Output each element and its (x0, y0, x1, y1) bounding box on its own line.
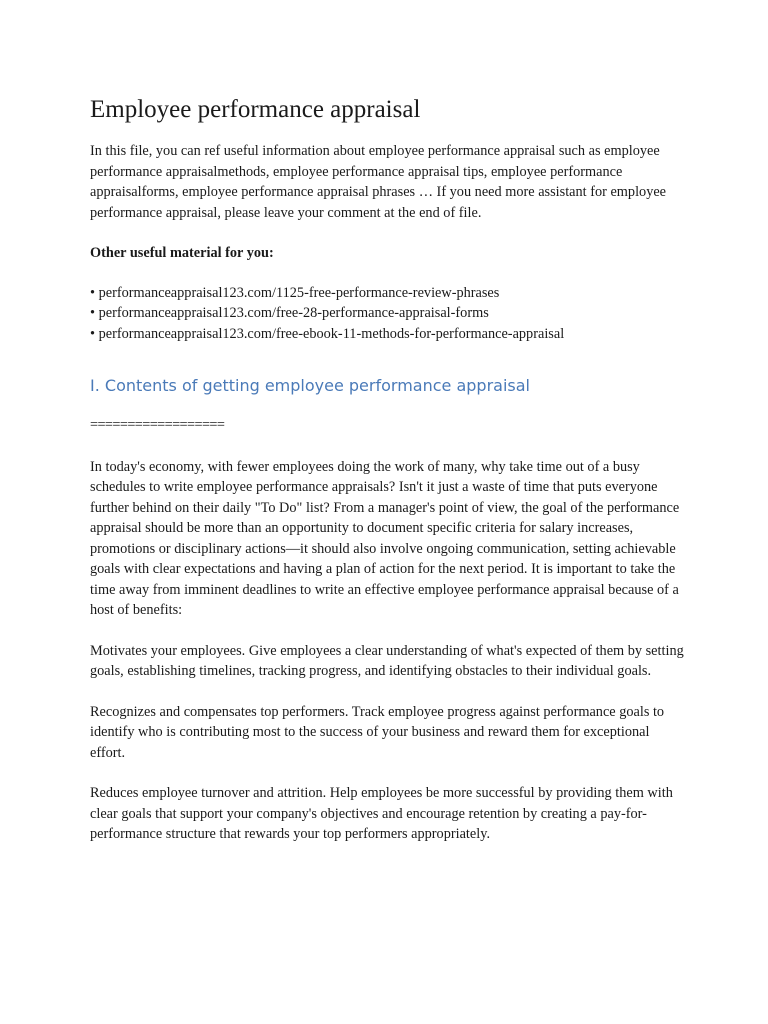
useful-links-list (90, 283, 686, 345)
body-paragraph: Recognizes and compensates top performers. Track employee progress against performance goals to identify who is contributing most to the success of your business and reward them for exceptional effort. (90, 703, 665, 761)
list-item (90, 324, 686, 345)
section-heading: I. Contents of getting employee performance appraisal (90, 376, 530, 395)
body-paragraph: Reduces employee turnover and attrition. Help employees be more successful by providing them with clear goals that support your company's objectives and encourage retention by creating a pay-for-performance structure that rewards your top performers appropriately. (90, 785, 673, 842)
text-divider: ================== (90, 417, 225, 433)
other-material-title: Other useful material for you: (90, 245, 274, 261)
link-performance-review-phrases[interactable]: • performanceappraisal123.com/1125-free-performance-review-phrases (90, 284, 500, 301)
document-page (90, 0, 686, 845)
intro-paragraph: In this file, you can ref useful information about employee performance appraisal such as employee performance appraisalmethods, employee performance appraisal tips, employee performance appraisalforms, employee performance appraisal phrases … If you need more assistant for employee performance appraisal, please leave your comment at the end of file. (90, 143, 667, 221)
link-ebook-appraisal-methods[interactable]: • performanceappraisal123.com/free-ebook-11-methods-for-performance-appraisal (90, 325, 565, 342)
list-item (90, 283, 686, 304)
page-title: Employee performance appraisal (90, 96, 421, 123)
list-item (90, 303, 686, 324)
link-performance-appraisal-forms[interactable]: • performanceappraisal123.com/free-28-performance-appraisal-forms (90, 305, 489, 321)
body-paragraph: Motivates your employees. Give employees a clear understanding of what's expected of them by setting goals, establishing timelines, tracking progress, and identifying obstacles to their individual goals. (90, 642, 684, 679)
body-paragraph: In today's economy, with fewer employees doing the work of many, why take time out of a busy schedules to write employee performance appraisals? Isn't it just a waste of time that puts everyone further behind on their daily "To Do" list? From a manager's point of view, the goal of the performance appraisal should be more than an opportunity to document specific criteria for salary increases, promotions or disciplinary actions—it should also involve ongoing communication, setting achievable goals with clear expectations and having a plan of action for the next period. It is important to take the time away from imminent deadlines to write an effective employee performance appraisal because of a host of benefits: (90, 458, 680, 618)
